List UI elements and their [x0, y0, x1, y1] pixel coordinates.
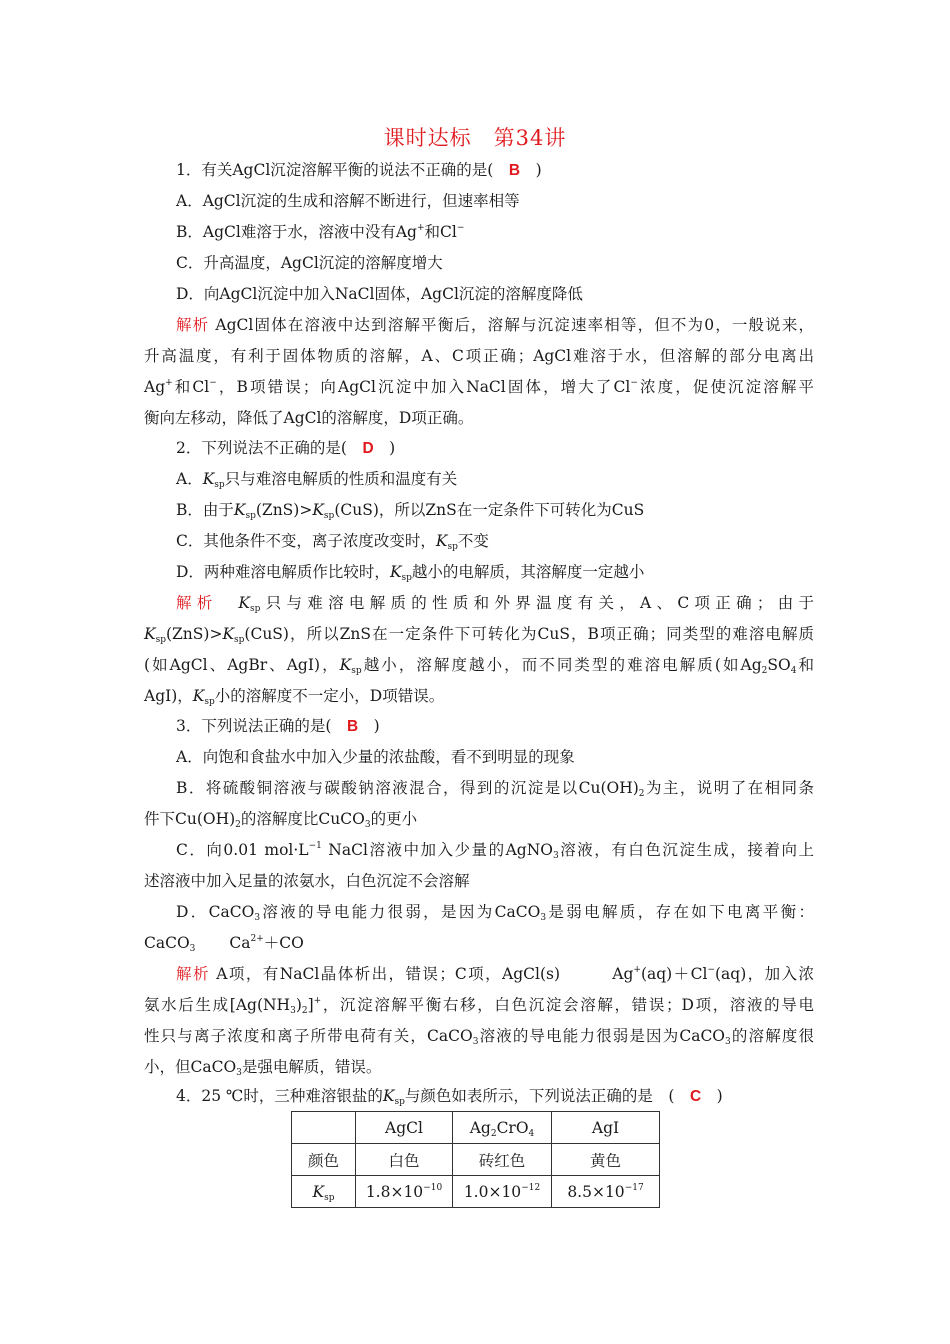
sub-four: 4: [790, 666, 797, 676]
ksp-sub: sp: [245, 511, 256, 521]
q3-option-a: A．向饱和食盐水中加入少量的浓盐酸，看不到明显的现象: [176, 748, 575, 766]
sup-minus: −: [707, 965, 715, 975]
q4-open: (: [668, 1087, 675, 1105]
table-cell: [453, 1176, 552, 1208]
q2-explanation-label: 解析: [176, 594, 218, 612]
q3-option-d: [176, 902, 814, 922]
q3-optb1b: 为主，说明了在相同条: [644, 779, 814, 797]
q4-close: ): [716, 1087, 723, 1105]
sub-three: 3: [290, 1006, 296, 1016]
q2-exp2a: (ZnS)>: [165, 625, 223, 643]
q1-explanation-line: [144, 377, 814, 397]
table-header-cell: [292, 1112, 356, 1144]
ksp-k: K: [238, 594, 251, 612]
q2-exp3b: 越小，溶解度越小，而不同类型的难溶电解质(如Ag: [361, 656, 762, 674]
sub-three: 3: [236, 1068, 242, 1078]
ksp-color-table: [291, 1111, 660, 1208]
sub-four: 4: [528, 1128, 535, 1139]
q4-stem-a: 4．25 ℃时，三种难溶银盐的: [176, 1087, 383, 1105]
q2-explanation-line: [144, 686, 444, 706]
q3-exp1c: (aq)＋Cl: [640, 965, 708, 983]
table-cell: 砖红色: [453, 1144, 552, 1176]
sup-minus-one: −1: [308, 841, 322, 851]
q2-answer: D: [362, 440, 374, 457]
table-header-cell: AgCl: [356, 1112, 453, 1144]
q3-optb2c: 的更小: [370, 810, 418, 828]
q3-optd1c: 是弱电解质，存在如下电离平衡：: [546, 903, 814, 921]
q1-explanation-line: 升高温度，有利于固体物质的溶解，A、C项正确；AgCl难溶于水，但溶解的部分电离出: [144, 347, 814, 365]
q2-optd-pre: D．两种难溶电解质作比较时，: [176, 563, 390, 581]
q3-optb1a: B．将硫酸铜溶液与碳酸钠溶液混合，得到的沉淀是以Cu(OH): [176, 779, 639, 797]
q3-option-b-cont: [144, 809, 417, 829]
q3-optb2b: 的溶解度比CuCO: [240, 810, 365, 828]
q3-optd2c: ＋CO: [263, 934, 304, 952]
q2-optd: 越小的电解质，其溶解度一定越小: [411, 563, 645, 581]
q3-optd1b: 溶液的导电能力很弱，是因为CaCO: [260, 903, 541, 921]
sup-minus: −: [456, 223, 465, 233]
ksp-k: K: [339, 656, 352, 674]
ksp-sub: sp: [250, 604, 261, 614]
q3-exp2b: ): [295, 996, 302, 1014]
q1-exp3c: ，B项错误；向AgCl沉淀中加入NaCl固体，增大了Cl: [216, 378, 631, 396]
q3-exp4b: 是强电解质，错误。: [241, 1058, 382, 1076]
sub-two: 2: [490, 1128, 497, 1139]
ksp-sub: sp: [234, 635, 245, 645]
q3-exp3b: 溶液的导电能力很弱是因为CaCO: [478, 1027, 726, 1045]
q3-explanation-line: [144, 1057, 381, 1077]
q2-close: ): [389, 439, 396, 457]
q3-exp1a: A项，有NaCl晶体析出，错误；C项，AgCl(s): [216, 965, 561, 983]
page-title: 课时达标 第34讲: [383, 126, 567, 150]
ksp-sub: sp: [214, 480, 225, 490]
q3-explanation-label: 解析: [176, 965, 210, 983]
table-header-row: [292, 1112, 660, 1144]
q2-stem-text: 2．下列说法不正确的是(: [176, 439, 347, 457]
q2-option-b: B．由于$K_{sp}(ZnS)>K_{sp}(CuS)$，所以ZnS在一定条件下可转化为CuS: [176, 501, 645, 521]
q2-optb1: (ZnS)>: [255, 501, 313, 519]
q2-exp4a: AgI)，: [144, 687, 193, 705]
q2-exp1: 只与难溶电解质的性质和外界温度有关，A、C项正确；由于: [260, 594, 814, 612]
table-cell: 白色: [356, 1144, 453, 1176]
ksp-k: K: [222, 625, 235, 643]
sub-three: 3: [254, 913, 261, 923]
q3-option-c: [176, 840, 814, 860]
q1-option-b: [176, 222, 464, 242]
sup-plus: +: [165, 378, 173, 388]
ag2cro4-cro: CrO: [496, 1118, 529, 1137]
q1-exp3b: 和Cl: [172, 378, 210, 396]
q2-explanation-line: [144, 624, 814, 644]
q3-explanation-line: [144, 1026, 814, 1046]
q1-optb-text: B．AgCl难溶于水，溶液中没有Ag: [176, 223, 417, 241]
q1-explanation-line: [176, 315, 814, 335]
q3-exp3c: 的溶解度很: [730, 1027, 814, 1045]
q3-stem-text: 3．下列说法正确的是(: [176, 717, 332, 735]
ksp-sub: sp: [155, 635, 166, 645]
q3-exp3a: 性只与离子浓度和离子所带电荷有关，CaCO: [144, 1027, 473, 1045]
q1-optb-mid: 和Cl: [424, 223, 457, 241]
q1-close: ): [535, 161, 542, 179]
ksp-k: K: [202, 470, 215, 488]
q1-option-c: C．升高温度，AgCl沉淀的溶解度增大: [176, 254, 443, 272]
q3-optb2a: 件下Cu(OH): [144, 810, 236, 828]
sup-minus: −: [630, 378, 638, 388]
sup-plus: +: [416, 223, 425, 233]
sub-two: 2: [638, 789, 645, 799]
sub-three: 3: [540, 913, 547, 923]
sub-two: 2: [761, 666, 768, 676]
sup-two-plus: 2+: [250, 934, 264, 944]
q2-option-d: [176, 562, 644, 582]
q3-exp1d: (aq)，加入浓: [714, 965, 815, 983]
table-cell: [356, 1176, 453, 1208]
q3-exp2d: ，沉淀溶解平衡右移，白色沉淀会溶解，错误；D项，溶液的导电: [321, 996, 814, 1014]
q1-exp1: AgCl固体在溶液中达到溶解平衡后，溶解与沉淀速率相等，但不为0，一般说来，: [215, 316, 814, 334]
table-header-cell: AgI: [552, 1112, 660, 1144]
q1-option-d: D．向AgCl沉淀中加入NaCl固体，AgCl沉淀的溶解度降低: [176, 285, 583, 303]
q1-explanation-line: 衡向左移动，降低了AgCl的溶解度，D项正确。: [144, 409, 474, 427]
q2-exp4b: 小的溶解度不一定小，D项错误。: [214, 687, 445, 705]
q3-optd2a: CaCO: [144, 934, 190, 952]
table-row-label: [292, 1176, 356, 1208]
q2-optb2: (CuS)，所以ZnS在一定条件下可转化为CuS: [334, 501, 645, 519]
sub-three: 3: [472, 1037, 479, 1047]
q3-close: ): [373, 717, 380, 735]
q4-stem-b: 与颜色如表所示，下列说法正确的是: [404, 1087, 653, 1105]
q3-optc1c: 溶液，有白色沉淀生成，接着向上: [558, 841, 814, 859]
q1-stem-text: 1．有关AgCl沉淀溶解平衡的说法不正确的是(: [176, 161, 494, 179]
table-row-label: 颜色: [292, 1144, 356, 1176]
q3-exp4a: 小，但CaCO: [144, 1058, 237, 1076]
q4-answer: C: [689, 1088, 702, 1105]
q3-option-b: [176, 778, 814, 798]
ksp-exponent: −17: [624, 1182, 644, 1193]
q3-exp1b: Ag: [612, 965, 634, 983]
ksp-k: K: [312, 1182, 325, 1201]
q2-opta-text: 只与难溶电解质的性质和温度有关: [224, 470, 458, 488]
ksp-value: 1.8×10: [365, 1182, 424, 1201]
ksp-sub: sp: [351, 666, 362, 676]
sub-two: 2: [301, 1006, 308, 1016]
q2-exp3d: 和: [796, 656, 814, 674]
ksp-sub: sp: [324, 1192, 335, 1203]
ksp-k: K: [192, 687, 205, 705]
ksp-k: K: [435, 532, 448, 550]
ksp-k: K: [144, 625, 156, 643]
q3-exp2c: ]: [307, 996, 314, 1014]
ksp-sub: sp: [323, 511, 335, 521]
q3-optc1a: C．向0.01 mol·L: [176, 841, 309, 859]
q1-stem: [176, 160, 542, 181]
ksp-value: 1.0×10: [463, 1182, 522, 1201]
table-cell: [552, 1176, 660, 1208]
ksp-sub: sp: [394, 1097, 405, 1107]
q2-option-c: [176, 531, 489, 551]
sub-three: 3: [364, 820, 371, 830]
ksp-exponent: −12: [521, 1182, 541, 1193]
table-row: [292, 1176, 660, 1208]
table-header-cell: [453, 1112, 552, 1144]
q4-stem: [176, 1086, 723, 1107]
sup-plus: +: [633, 965, 641, 975]
ksp-sub: sp: [447, 542, 458, 552]
ag2cro4-ag: Ag: [469, 1118, 491, 1137]
q3-explanation-line: [144, 995, 814, 1015]
q2-exp3c: SO: [767, 656, 791, 674]
q3-option-d-equation: [144, 933, 304, 953]
ksp-k: K: [389, 563, 402, 581]
q1-explanation-label: 解析: [176, 316, 210, 334]
sup-plus: +: [313, 996, 322, 1006]
sup-minus: −: [209, 378, 217, 388]
table-cell: 黄色: [552, 1144, 660, 1176]
sub-three: 3: [552, 851, 559, 861]
ksp-k: K: [382, 1087, 395, 1105]
ksp-k: K: [312, 501, 324, 519]
q2-explanation-line: [176, 593, 814, 613]
q3-exp2a: 氨水后生成[Ag(NH: [144, 996, 291, 1014]
q3-explanation-line: [176, 964, 814, 984]
q3-stem: [176, 716, 380, 737]
ksp-exponent: −10: [423, 1182, 443, 1193]
ksp-sub: sp: [204, 697, 215, 707]
q3-option-c-cont: 述溶液中加入足量的浓氨水，白色沉淀不会溶解: [144, 872, 470, 890]
q2-explanation-line: [144, 655, 814, 675]
q3-answer: B: [346, 718, 359, 735]
ksp-sub: sp: [401, 573, 412, 583]
ksp-value: 8.5×10: [567, 1182, 625, 1201]
q2-stem: [176, 438, 395, 459]
q1-answer: B: [508, 162, 521, 179]
q1-option-a: A．AgCl沉淀的生成和溶解不断进行，但速率相等: [176, 192, 520, 210]
q3-optd2b: Ca: [229, 934, 251, 952]
q3-optc1b: NaCl溶液中加入少量的AgNO: [321, 841, 553, 859]
q2-option-a: A．$K_{sp}$只与难溶电解质的性质和温度有关: [176, 470, 458, 490]
sub-two: 2: [235, 820, 241, 830]
q1-exp3a: Ag: [144, 378, 166, 396]
sub-three: 3: [725, 1037, 731, 1047]
ksp-k: K: [233, 501, 246, 519]
q1-exp3d: 浓度，促使沉淀溶解平: [637, 378, 814, 396]
q3-optd1a: D．CaCO: [176, 903, 255, 921]
q2-optc: 不变: [457, 532, 489, 550]
q2-exp3a: (如AgCl、AgBr、AgI)，: [144, 656, 340, 674]
table-row: [292, 1144, 660, 1176]
sub-three: 3: [189, 944, 196, 954]
q2-exp2b: (CuS)，所以ZnS在一定条件下可转化为CuS，B项正确；同类型的难溶电解质: [244, 625, 814, 643]
q2-optc-pre: C．其他条件不变，离子浓度改变时，: [176, 532, 436, 550]
